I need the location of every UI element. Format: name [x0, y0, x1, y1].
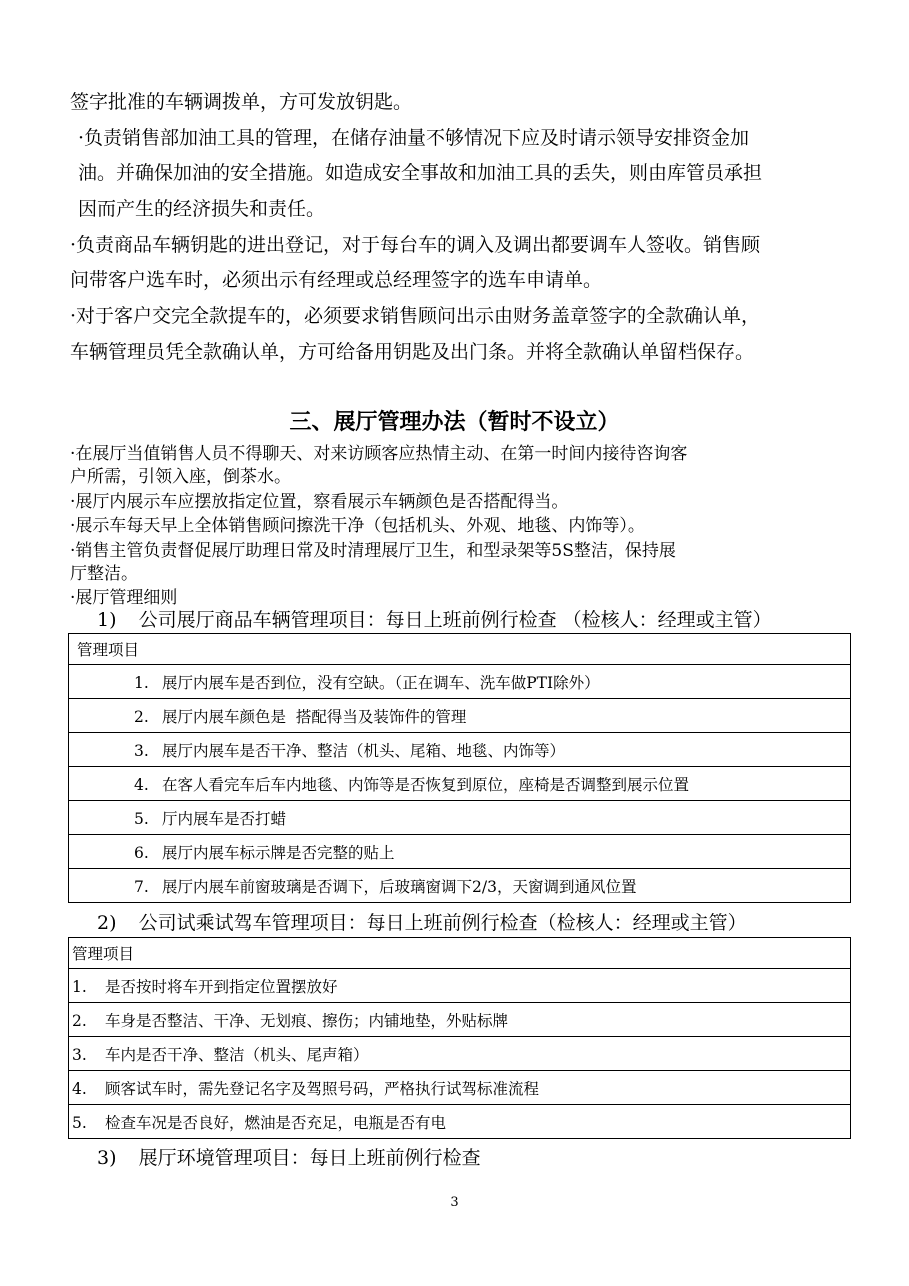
- row-text: 检查车况是否良好，燃油是否充足，电瓶是否有电: [105, 1113, 447, 1132]
- table-header-cell: 管理项目: [69, 634, 851, 665]
- row-text: 展厅内展车是否到位，没有空缺。（正在调车、洗车做PTI除外）: [162, 673, 600, 692]
- row-number: 2.: [72, 1011, 87, 1030]
- row-number: 1.: [72, 977, 87, 996]
- row-number: 7.: [134, 877, 149, 896]
- table2-caption-num: 2): [97, 912, 117, 934]
- row-number: 3.: [134, 741, 149, 760]
- item3-caption-text: 展厅环境管理项目：每日上班前例行检查: [138, 1147, 481, 1169]
- row-text: 展厅内展车是否干净、整洁（机头、尾箱、地毯、内饰等）: [162, 741, 566, 760]
- row-number: 5.: [72, 1113, 87, 1132]
- row-number: 4.: [134, 775, 149, 794]
- intro-line-6: 问带客户选车时，必须出示有经理或总经理签字的选车申请单。: [70, 269, 603, 291]
- row-text: 是否按时将车开到指定位置摆放好: [105, 977, 338, 996]
- row-text: 车身是否整洁、干净、无划痕、擦伤；内铺地垫，外贴标牌: [105, 1011, 509, 1030]
- intro-line-2: ·负责销售部加油工具的管理，在储存油量不够情况下应及时请示领导安排资金加: [78, 127, 750, 149]
- intro-line-4: 因而产生的经济损失和责任。: [78, 198, 326, 220]
- section-line-7: ·展厅管理细则: [70, 588, 178, 608]
- table-row: [69, 969, 851, 1003]
- section-line-3: ·展厅内展示车应摆放指定位置，察看展示车辆颜色是否搭配得当。: [70, 492, 569, 512]
- page-number: 3: [450, 1195, 459, 1210]
- table-row: [69, 1071, 851, 1105]
- test-drive-table: [68, 937, 851, 1139]
- table-row: [69, 733, 851, 767]
- table-header-cell: 管理项目: [69, 938, 851, 969]
- row-number: 4.: [72, 1079, 87, 1098]
- row-number: 3.: [72, 1045, 87, 1064]
- row-text: 车内是否干净、整洁（机头、尾声箱）: [105, 1045, 369, 1064]
- table-row: [69, 665, 851, 699]
- table-row: [69, 1105, 851, 1139]
- row-text: 展厅内展车标示牌是否完整的贴上: [162, 843, 395, 862]
- table-row: [69, 1003, 851, 1037]
- row-number: 6.: [134, 843, 149, 862]
- section-line-6: 厅整洁。: [70, 564, 138, 584]
- row-text: 厅内展车是否打蜡: [162, 809, 287, 828]
- table-header-row: [69, 634, 851, 665]
- row-number: 5.: [134, 809, 149, 828]
- table-row: [69, 835, 851, 869]
- section-line-1: ·在展厅当值销售人员不得聊天、对来访顾客应热情主动、在第一时间内接待咨询客: [70, 444, 688, 464]
- row-text: 展厅内展车颜色是 搭配得当及装饰件的管理: [162, 707, 467, 726]
- table2-caption: [97, 911, 747, 935]
- intro-line-1: 签字批准的车辆调拨单，方可发放钥匙。: [70, 91, 413, 113]
- intro-line-3: 油。并确保加油的安全措施。如造成安全事故和加油工具的丢失，则由库管员承担: [78, 162, 763, 184]
- table-row: [69, 801, 851, 835]
- item3-caption: [97, 1146, 481, 1170]
- section-title: 三、展厅管理办法（暂时不设立）: [289, 409, 620, 435]
- row-text: 展厅内展车前窗玻璃是否调下，后玻璃窗调下2/3，天窗调到通风位置: [162, 877, 637, 896]
- section-line-4: ·展示车每天早上全体销售顾问擦洗干净（包括机头、外观、地毯、内饰等）。: [70, 516, 645, 536]
- table1-caption-num: 1): [97, 609, 117, 631]
- row-number: 2.: [134, 707, 149, 726]
- table-header-row: [69, 938, 851, 969]
- intro-line-7: ·对于客户交完全款提车的，必须要求销售顾问出示由财务盖章签字的全款确认单，: [70, 305, 761, 327]
- intro-line-5: ·负责商品车辆钥匙的进出登记，对于每台车的调入及调出都要调车人签收。销售顾: [70, 234, 761, 256]
- row-text: 在客人看完车后车内地毯、内饰等是否恢复到原位，座椅是否调整到展示位置: [162, 775, 690, 794]
- table-row: [69, 1037, 851, 1071]
- intro-line-8: 车辆管理员凭全款确认单，方可给备用钥匙及出门条。并将全款确认单留档保存。: [70, 341, 755, 363]
- table-row: [69, 767, 851, 801]
- table1-caption: [97, 608, 772, 632]
- row-number: 1.: [134, 673, 149, 692]
- showroom-vehicle-table: [68, 633, 851, 903]
- table1-caption-text: 公司展厅商品车辆管理项目：每日上班前例行检查 （检核人：经理或主管）: [138, 609, 772, 631]
- section-line-2: 户所需，引领入座，倒茶水。: [70, 467, 291, 487]
- table2-caption-text: 公司试乘试驾车管理项目：每日上班前例行检查（检核人：经理或主管）: [138, 912, 747, 934]
- row-text: 顾客试车时，需先登记名字及驾照号码，严格执行试驾标准流程: [105, 1079, 540, 1098]
- table-row: [69, 699, 851, 733]
- table-row: [69, 869, 851, 903]
- section-line-5: ·销售主管负责督促展厅助理日常及时清理展厅卫生，和型录架等5S整洁，保持展: [70, 541, 676, 561]
- item3-caption-num: 3): [97, 1147, 117, 1169]
